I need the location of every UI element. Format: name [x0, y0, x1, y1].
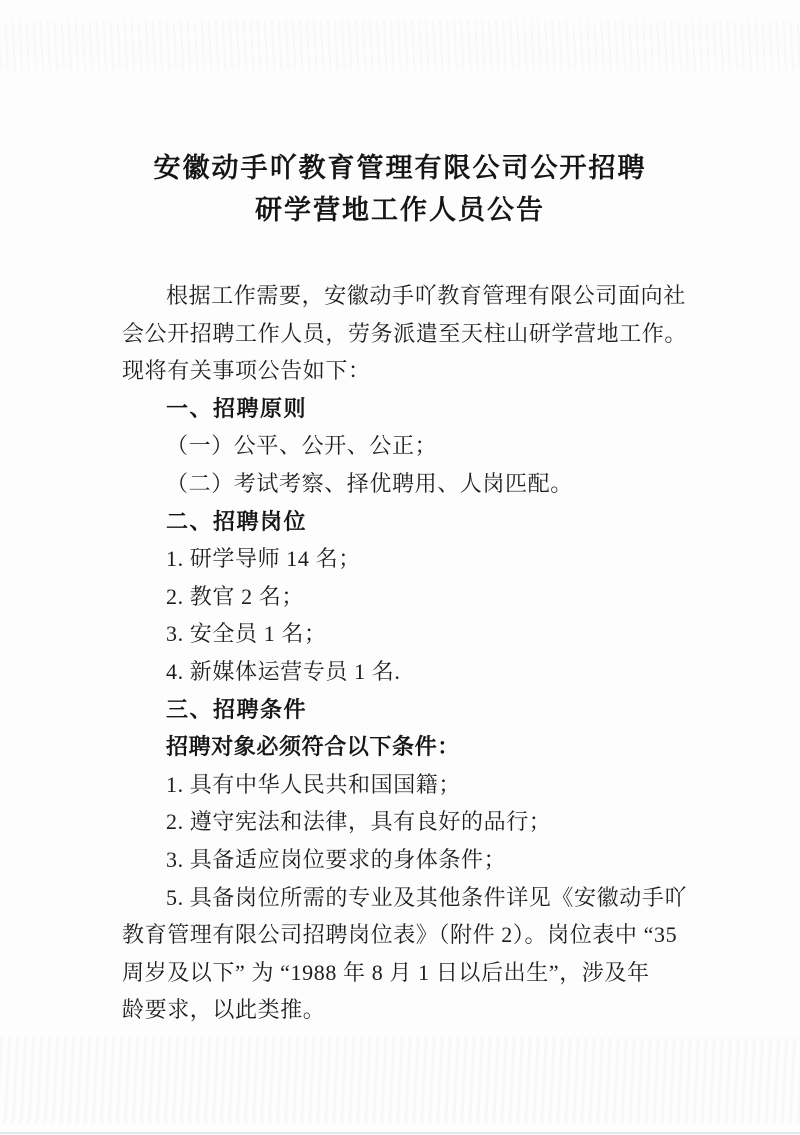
paragraph-line: 会公开招聘工作人员，劳务派遣至天柱山研学营地工作。 [122, 320, 688, 346]
list-item-line: 3. 具备适应岗位要求的身体条件； [166, 846, 507, 872]
list-item-line: 4. 新媒体运营专员 1 名. [166, 658, 401, 684]
list-item-line: （一）公平、公开、公正； [166, 433, 438, 459]
paragraph-line: 龄要求，以此类推。 [122, 997, 326, 1023]
list-item-line: 1. 研学导师 14 名； [166, 546, 361, 572]
section-heading-3: 三、招聘条件 [166, 696, 308, 722]
section-heading-2: 二、招聘岗位 [166, 508, 308, 534]
list-item-line: 2. 教官 2 名； [166, 583, 305, 609]
emphasis-line: 招聘对象必须符合以下条件： [166, 734, 460, 760]
list-item-line: 2. 遵守宪法和法律，具有良好的品行； [166, 809, 552, 835]
list-item-line: 1. 具有中华人民共和国国籍； [166, 771, 462, 797]
title-line-2: 研学营地工作人员公告 [255, 195, 545, 225]
paragraph-line: 根据工作需要，安徽动手吖教育管理有限公司面向社 [166, 283, 686, 308]
document-body [122, 277, 692, 1029]
paragraph-line: 现将有关事项公告如下： [122, 358, 371, 384]
list-item-line: （二）考试考察、择优聘用、人岗匹配。 [166, 470, 573, 496]
scan-bottom-edge-line [0, 1132, 800, 1134]
paragraph-line: 教育管理有限公司招聘岗位表》（附件 2）。岗位表中 “35 [122, 922, 678, 948]
paragraph-line: 周岁及以下” 为 “1988 年 8 月 1 日以后出生”，涉及年 [122, 959, 650, 985]
title-line-1: 安徽动手吖教育管理有限公司公开招聘 [153, 153, 647, 183]
section-heading-1: 一、招聘原则 [166, 395, 308, 421]
list-item-line: 3. 安全员 1 名； [166, 621, 327, 647]
list-item-line: 5. 具备岗位所需的专业及其他条件详见《安徽动手吖 [166, 884, 688, 910]
document-title [0, 147, 800, 231]
